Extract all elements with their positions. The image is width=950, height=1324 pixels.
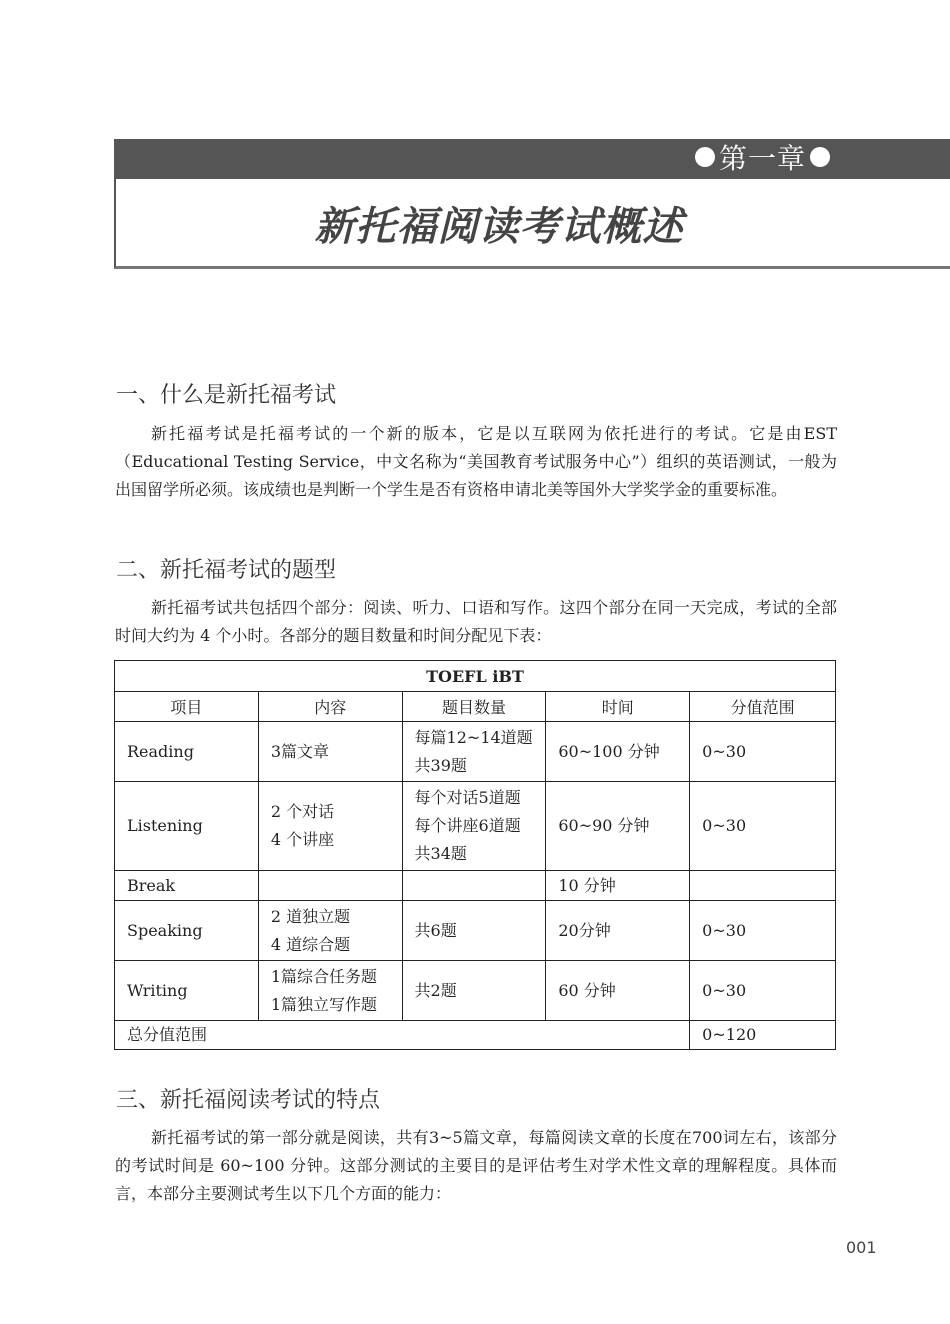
content-line: 4 道综合题 [270,934,351,954]
cell-questions [402,782,546,871]
content-line: 1篇综合任务题 [270,966,378,986]
cell-item: Speaking [115,901,259,961]
cell-time: 20分钟 [546,901,690,961]
cell-time: 60 分钟 [546,961,690,1021]
content-line: 4 个讲座 [270,830,335,849]
table-header: 时间 [546,692,690,722]
cell-content [258,961,402,1021]
toefl-table [114,660,836,1050]
content-line: 2 个对话 [270,802,335,821]
table-row [115,782,836,871]
cell-score: 0~30 [690,722,836,782]
cell-item: Writing [115,961,259,1021]
questions-line: 每个对话5道题 [414,788,521,807]
questions-line: 每个讲座6道题 [414,816,521,835]
cell-questions [402,961,546,1021]
table-header: 题目数量 [402,692,546,722]
bullet-dot-icon [695,147,715,167]
questions-line: 共34题 [414,844,467,863]
table-total-row [115,1021,836,1050]
section-heading-2: 二、新托福考试的题型 [116,558,337,583]
table-row [115,961,836,1021]
cell-score: 0~30 [690,782,836,871]
cell-score: 0~30 [690,901,836,961]
table-header: 分值范围 [690,692,836,722]
questions-line: 每篇12~14道题 [414,727,533,747]
chapter-title: 新托福阅读考试概述 [314,204,684,250]
section-paragraph-3: 新托福考试的第一部分就是阅读，共有3~5篇文章，每篇阅读文章的长度在700词左右，该部分的考试时间是 60~100 分钟。这部分测试的主要目的是评估考生对学术性文章的理解程度。具体而言，本部分主要测试考生以下几个方面的能力： [115,1128,837,1203]
bullet-dot-icon [810,147,830,167]
cell-content [258,782,402,871]
table-caption: TOEFL iBT [115,661,836,692]
cell-score [690,871,836,901]
questions-line: 共39题 [414,755,467,775]
cell-time: 60~100 分钟 [546,722,690,782]
cell-item: Reading [115,722,259,782]
chapter-bar [114,139,950,179]
section-heading-3: 三、新托福阅读考试的特点 [116,1088,381,1113]
total-score: 0~120 [690,1021,836,1050]
cell-time: 10 分钟 [546,871,690,901]
section-paragraph-2: 新托福考试共包括四个部分：阅读、听力、口语和写作。这四个部分在同一天完成，考试的全部时间大约为 4 个小时。各部分的题目数量和时间分配见下表： [115,598,837,645]
cell-item: Break [115,871,259,901]
table-row [115,722,836,782]
chapter-label-text: 第一章 [718,142,806,175]
questions-line: 共6题 [414,920,457,940]
cell-content [258,871,402,901]
cell-time: 60~90 分钟 [546,782,690,871]
cell-score: 0~30 [690,961,836,1021]
table-header: 项目 [115,692,259,722]
section-paragraph-1: 新托福考试是托福考试的一个新的版本，它是以互联网为依托进行的考试。它是由EST（Educational Testing Service，中文名称为“美国教育考试服务中心”）组织的英语测试，一般为出国留学所必须。该成绩也是判断一个学生是否有资格申请北美等国外大学奖学金的重要标准。 [115,424,837,499]
table-header-row [115,692,836,722]
content-line: 2 道独立题 [270,906,351,926]
cell-item: Listening [115,782,259,871]
cell-questions [402,901,546,961]
chapter-title-box [114,179,950,269]
cell-questions [402,722,546,782]
questions-line: 共2题 [414,980,457,1000]
cell-content [258,722,402,782]
table-header: 内容 [258,692,402,722]
cell-questions [402,871,546,901]
total-label: 总分值范围 [115,1021,690,1050]
content-line: 1篇独立写作题 [270,994,378,1014]
table-row [115,871,836,901]
section-heading-1: 一、什么是新托福考试 [116,383,337,408]
chapter-label [691,139,834,179]
cell-content [258,901,402,961]
table-row [115,901,836,961]
page-number: 001 [846,1238,877,1257]
content-line: 3篇文章 [270,741,330,761]
